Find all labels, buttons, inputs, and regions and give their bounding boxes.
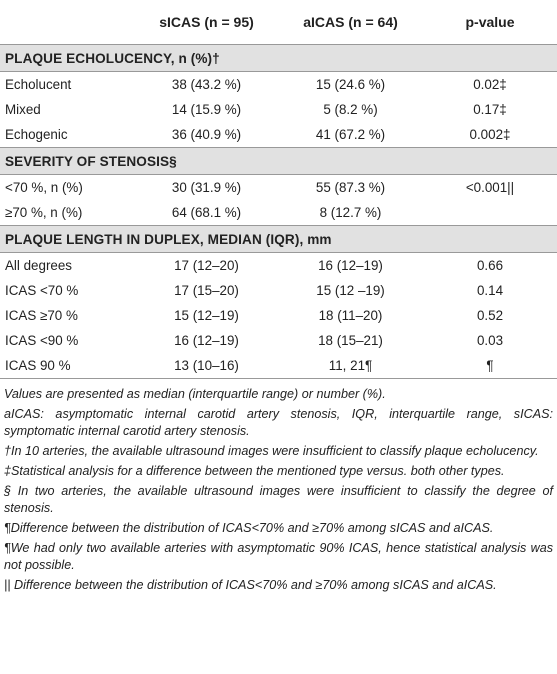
p-value: <0.001||	[465, 180, 515, 195]
row-label: All degrees	[5, 258, 72, 273]
p-value: 0.02‡	[473, 77, 507, 92]
aicas-value: 18 (15–21)	[318, 333, 383, 348]
p-value: 0.66	[476, 258, 504, 273]
p-value: 0.17‡	[473, 102, 507, 117]
section-title: PLAQUE LENGTH IN DUPLEX, MEDIAN (IQR), mm	[0, 226, 557, 253]
sicas-value: 17 (15–20)	[174, 283, 239, 298]
header-blank	[0, 0, 135, 45]
aicas-value: 11, 21¶	[278, 353, 423, 379]
section-header-stenosis	[0, 148, 557, 175]
aicas-value: 41 (67.2 %)	[315, 127, 386, 142]
section-title: PLAQUE ECHOLUCENCY, n (%)†	[0, 45, 557, 72]
section-header-echolucency	[0, 45, 557, 72]
header-row	[0, 0, 557, 45]
header-sicas: sICAS (n = 95)	[135, 0, 278, 45]
p-value: 0.14	[476, 283, 504, 298]
table-row	[0, 175, 557, 201]
table-row	[0, 303, 557, 328]
table-row	[0, 328, 557, 353]
row-label: ICAS ≥70 %	[5, 308, 78, 323]
row-label: Echolucent	[5, 77, 72, 92]
aicas-value: 55 (87.3 %)	[315, 180, 386, 195]
table-row	[0, 72, 557, 98]
aicas-value: 15 (12 –19)	[316, 283, 385, 298]
header-pvalue: p-value	[423, 0, 557, 45]
table-row	[0, 253, 557, 279]
sicas-value: 17 (12–20)	[174, 258, 239, 273]
sicas-value: 36 (40.9 %)	[171, 127, 242, 142]
row-label: ≥70 %, n (%)	[5, 205, 83, 220]
table-row	[0, 353, 557, 379]
sicas-value: 38 (43.2 %)	[171, 77, 242, 92]
section-header-plaque-length	[0, 226, 557, 253]
aicas-value: 16 (12–19)	[318, 258, 383, 273]
row-label: <70 %, n (%)	[5, 180, 83, 195]
sicas-value: 13 (10–16)	[135, 353, 278, 379]
sicas-value: 30 (31.9 %)	[171, 180, 242, 195]
aicas-value: 15 (24.6 %)	[315, 77, 386, 92]
table-row	[0, 200, 557, 226]
row-label: ICAS 90 %	[0, 353, 135, 379]
section-title: SEVERITY OF STENOSIS§	[0, 148, 557, 175]
aicas-value: 5 (8.2 %)	[323, 102, 378, 117]
aicas-value: 8 (12.7 %)	[319, 205, 382, 220]
header-aicas: aICAS (n = 64)	[278, 0, 423, 45]
row-label: ICAS <90 %	[5, 333, 79, 348]
aicas-value: 18 (11–20)	[318, 308, 383, 323]
footnote: ¶We had only two available arteries with asymptomatic 90% ICAS, hence statistical analysis was not possible.	[4, 541, 553, 572]
sicas-value: 14 (15.9 %)	[171, 102, 242, 117]
footnote: aICAS: asymptomatic internal carotid artery stenosis, IQR, interquartile range, sICAS: symptomatic internal carotid artery stenosis.	[4, 407, 553, 438]
p-value: 0.52	[476, 308, 504, 323]
sicas-value: 64 (68.1 %)	[171, 205, 242, 220]
p-value	[423, 200, 557, 226]
row-label: Mixed	[5, 102, 41, 117]
footnote: § In two arteries, the available ultrasound images were insufficient to classify the degree of stenosis.	[4, 484, 553, 515]
p-value: ¶	[423, 353, 557, 379]
sicas-value: 15 (12–19)	[174, 308, 239, 323]
table-row	[0, 278, 557, 303]
table-footnotes	[0, 379, 557, 594]
table-row	[0, 122, 557, 148]
footnote: ¶Difference between the distribution of ICAS<70% and ≥70% among sICAS and aICAS.	[4, 521, 494, 535]
p-value: 0.03	[476, 333, 504, 348]
row-label: Echogenic	[5, 127, 68, 142]
row-label: ICAS <70 %	[5, 283, 79, 298]
footnote: ‡Statistical analysis for a difference between the mentioned type versus. both other types.	[4, 464, 505, 478]
footnote: †In 10 arteries, the available ultrasound images were insufficient to classify plaque echolucency.	[4, 444, 539, 458]
footnote: || Difference between the distribution of ICAS<70% and ≥70% among sICAS and aICAS.	[4, 578, 497, 592]
table-row	[0, 97, 557, 122]
footnote: Values are presented as median (interquartile range) or number (%).	[4, 387, 386, 401]
p-value: 0.002‡	[469, 127, 511, 142]
sicas-value: 16 (12–19)	[174, 333, 239, 348]
